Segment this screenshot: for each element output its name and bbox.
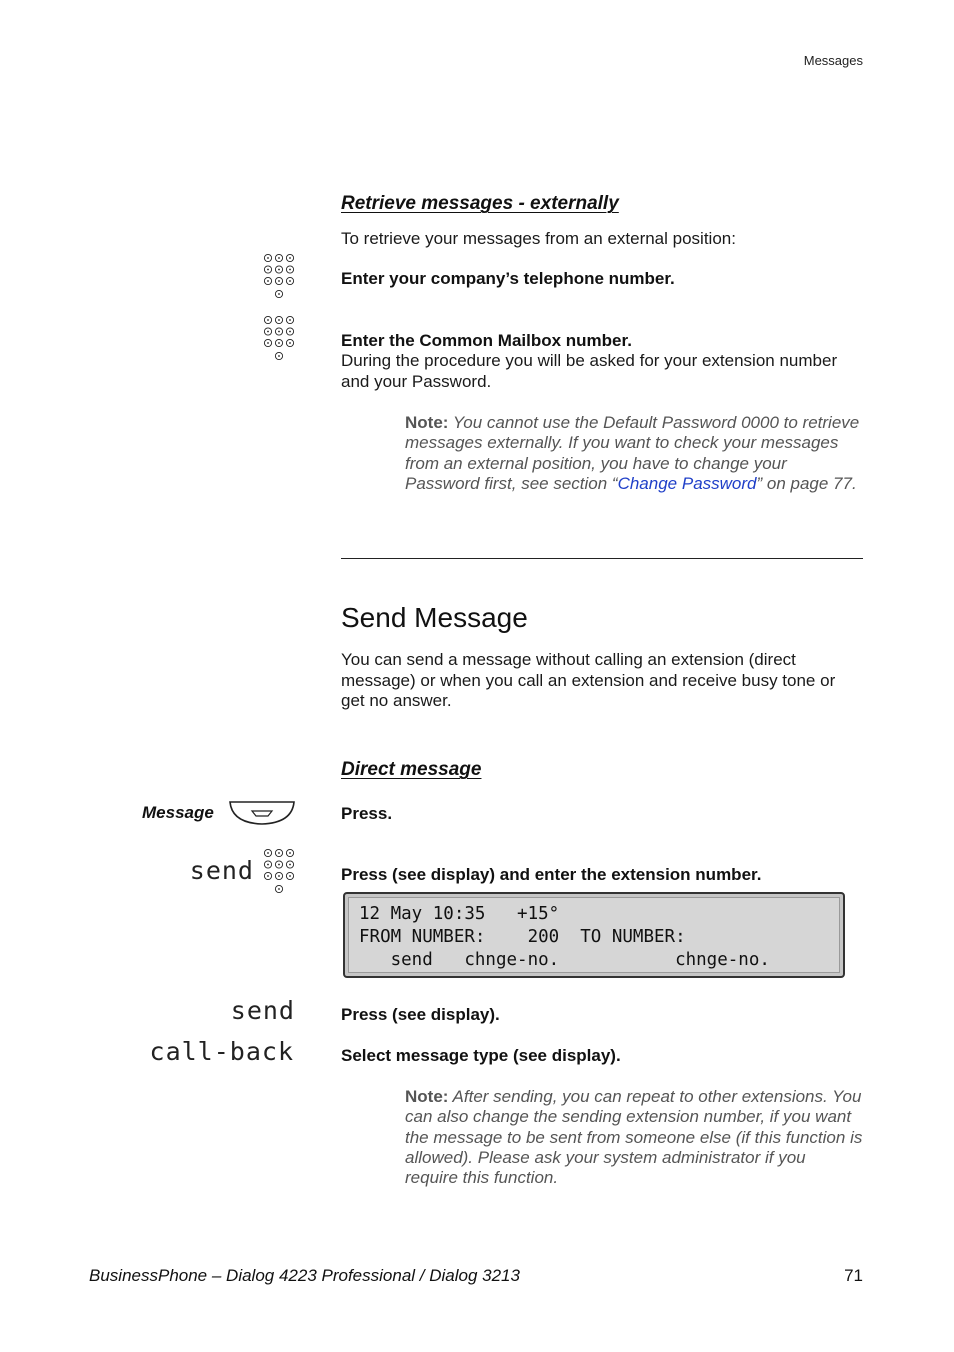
- section-title: Send Message: [341, 602, 528, 633]
- direct-message-heading: Direct message: [341, 759, 482, 780]
- step-select-type: Select message type (see display).: [341, 1046, 621, 1065]
- note-text-end: ” on page 77.: [756, 473, 857, 493]
- step-enter-company-number: Enter your company’s telephone number.: [341, 269, 675, 288]
- page-number: 71: [844, 1266, 863, 1285]
- message-key-icon: [228, 800, 296, 826]
- running-head: Messages: [803, 53, 863, 68]
- send-softkey-label-2: send: [230, 996, 295, 1025]
- section-divider: [341, 558, 863, 559]
- step-enter-mailbox-number: Enter the Common Mailbox number.: [341, 331, 632, 350]
- step-send-2: Press (see display).: [341, 1005, 500, 1024]
- message-key-label: Message: [142, 803, 214, 822]
- display-line-1: 12 May 10:35 +15°: [359, 904, 560, 924]
- retrieve-note: [405, 413, 863, 494]
- send-softkey-label: send: [189, 856, 254, 885]
- keypad-icon: [262, 315, 296, 363]
- note-label: Note:: [405, 413, 449, 432]
- note-label: Note:: [405, 1087, 449, 1106]
- display-line-3: send chnge-no. chnge-no.: [359, 950, 770, 970]
- send-note: [405, 1087, 863, 1188]
- change-password-link[interactable]: Change Password: [617, 473, 757, 493]
- step-mailbox-detail: During the procedure you will be asked for your extension number and your Password.: [341, 351, 838, 391]
- display-line-2: FROM NUMBER: 200 TO NUMBER:: [359, 927, 686, 947]
- footer-title: BusinessPhone – Dialog 4223 Professional / Dialog 3213: [89, 1266, 520, 1285]
- callback-softkey-label: call-back: [149, 1037, 294, 1066]
- send-intro: You can send a message without calling an extension (direct message) or when you call an extension and receive busy tone or get no answer.: [341, 650, 836, 710]
- keypad-icon: [262, 848, 296, 896]
- retrieve-intro: To retrieve your messages from an external position:: [341, 229, 736, 248]
- note-text: You cannot use the Default Password 0000 to retrieve messages externally. If you want to check your messages from an external position, you have to change your Password first, see section “: [405, 413, 860, 493]
- step-send: Press (see display) and enter the extension number.: [341, 865, 762, 884]
- note-text: After sending, you can repeat to other extensions. You can also change the sending extension number, if you want the message to be sent from someone else (if this function is allowed). Please ask your system administrator if you require this function.: [405, 1087, 863, 1188]
- step-press: Press.: [341, 804, 393, 823]
- phone-display: [343, 892, 845, 978]
- retrieve-heading: Retrieve messages - externally: [341, 193, 619, 214]
- keypad-icon: [262, 253, 296, 301]
